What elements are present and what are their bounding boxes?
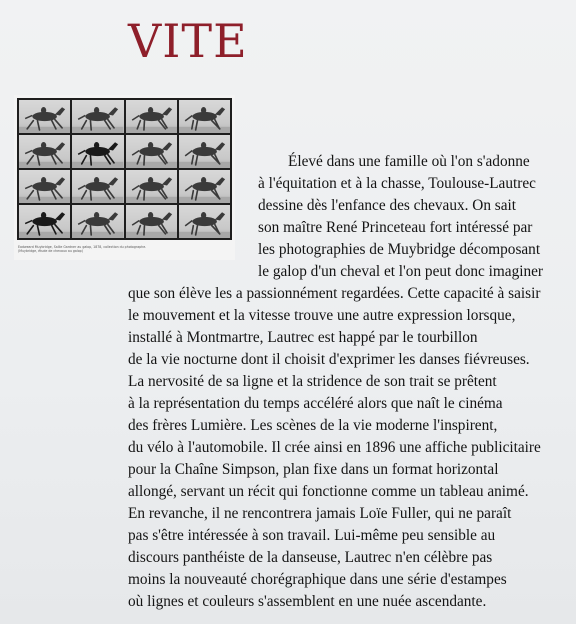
body-line: pas s'être intéressée à son travail. Lui-même peu sensible au [128, 527, 496, 544]
body-line: de la vie nocturne dont il choisit d'exprimer les danses fiévreuses. [128, 351, 530, 368]
galloping-horse-icon [126, 100, 177, 133]
galloping-horse-icon [19, 170, 70, 203]
body-line: La nervosité de sa ligne et la stridence de son trait se prêtent [128, 373, 497, 390]
horse-frame [179, 205, 230, 238]
body-line: moins la nouveauté chorégraphique dans une série d'estampes [128, 571, 507, 588]
body-line: dessine dès l'enfance des chevaux. On sait [258, 197, 517, 214]
horse-frame [72, 170, 123, 203]
horse-frame [126, 205, 177, 238]
horse-frame [126, 100, 177, 133]
galloping-horse-icon [19, 135, 70, 168]
horse-frame [72, 135, 123, 168]
galloping-horse-icon [72, 135, 123, 168]
panel-title: VITE [128, 14, 248, 68]
galloping-horse-icon [72, 100, 123, 133]
photo-caption-line: (Muybridge, étude de chevaux au galop) [18, 249, 83, 254]
horse-frame [72, 205, 123, 238]
photo-frame-grid [17, 98, 232, 240]
body-line: les photographies de Muybridge décomposant [258, 241, 541, 258]
galloping-horse-icon [72, 170, 123, 203]
galloping-horse-icon [179, 100, 230, 133]
horse-frame [179, 170, 230, 203]
body-line: discours panthéiste de la danseuse, Lautrec n'en célèbre pas [128, 549, 493, 566]
body-line: le mouvement et la vitesse trouve une autre expression lorsque, [128, 307, 516, 324]
galloping-horse-icon [72, 205, 123, 238]
horse-frame [72, 100, 123, 133]
horse-frame [19, 100, 70, 133]
galloping-horse-icon [179, 170, 230, 203]
body-line: son maître René Princeteau fort intéressé par [258, 219, 533, 236]
horse-frame [19, 205, 70, 238]
galloping-horse-icon [126, 170, 177, 203]
muybridge-photo [14, 95, 235, 260]
galloping-horse-icon [126, 205, 177, 238]
body-line: pour la Chaîne Simpson, plan fixe dans un format horizontal [128, 461, 499, 478]
horse-frame [126, 170, 177, 203]
horse-frame [19, 170, 70, 203]
horse-frame [126, 135, 177, 168]
body-line: En revanche, il ne rencontrera jamais Loïe Fuller, qui ne paraît [128, 505, 512, 522]
body-line: allongé, servant un récit qui fonctionne comme un tableau animé. [128, 483, 529, 500]
body-line: à l'équitation et à la chasse, Toulouse-Lautrec [258, 175, 536, 192]
body-line: où lignes et couleurs s'assemblent en une nuée ascendante. [128, 593, 487, 610]
galloping-horse-icon [179, 205, 230, 238]
galloping-horse-icon [19, 205, 70, 238]
photo-caption [18, 245, 230, 253]
horse-frame [179, 100, 230, 133]
body-line: le galop d'un cheval et l'on peut donc imaginer [258, 263, 544, 280]
body-line: Élevé dans une famille où l'on s'adonne [288, 153, 530, 170]
photo-caption-line: Eadweard Muybridge, Sallie Gardner au galop, 1878, collection du photographe. [18, 245, 147, 249]
galloping-horse-icon [126, 135, 177, 168]
body-line: du vélo à l'automobile. Il crée ainsi en 1896 une affiche publicitaire [128, 439, 541, 456]
horse-frame [19, 135, 70, 168]
horse-frame [179, 135, 230, 168]
body-line: des frères Lumière. Les scènes de la vie moderne l'inspirent, [128, 417, 498, 434]
galloping-horse-icon [19, 100, 70, 133]
galloping-horse-icon [179, 135, 230, 168]
body-line: que son élève les a passionnément regardées. Cette capacité à saisir [128, 285, 541, 302]
body-line: à la représentation du temps accéléré alors que naît le cinéma [128, 395, 503, 412]
body-line: installé à Montmartre, Lautrec est happé par le tourbillon [128, 329, 478, 346]
